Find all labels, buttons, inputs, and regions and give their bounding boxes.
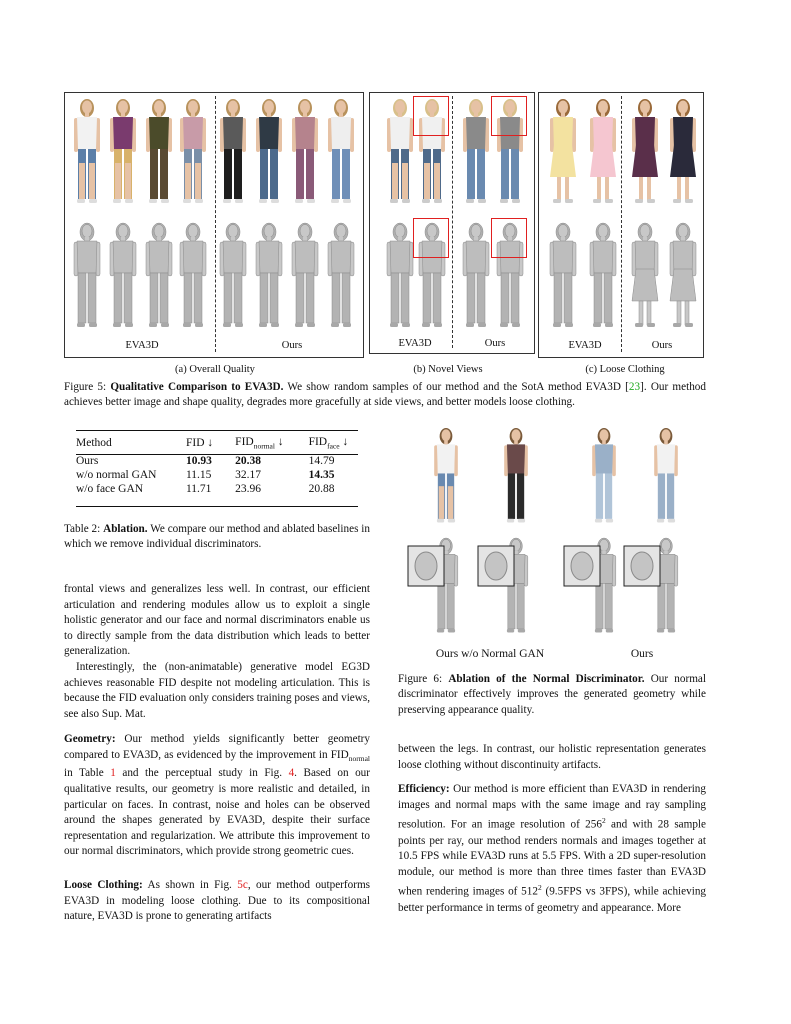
figure5-panel-b-divider [452, 96, 453, 348]
figure5-caption-prefix: Figure 5: [64, 381, 111, 393]
person-figure [146, 99, 172, 203]
efficiency-heading: Efficiency: [398, 783, 450, 795]
person-figure [328, 99, 354, 203]
figure6-caption-prefix: Figure 6: [398, 673, 449, 685]
figure5c-ref-link[interactable]: 5c [237, 879, 248, 891]
table2-header-fid-face: $FID_{face}$ ↓ [308, 436, 349, 451]
mesh-figure [550, 223, 576, 327]
face-closeup-mesh [415, 552, 437, 580]
figure5-b-label-eva3d: EVA3D [398, 338, 432, 349]
figure5-caption-text: We show random samples of our method and the SotA method EVA3D [ [283, 381, 629, 393]
table2-bottom-rule [76, 506, 358, 507]
figure5-c-label-ours: Ours [651, 340, 673, 351]
left-paragraph-geometry: Geometry: Our method yields significantly better geometry compared to EVA3D, as evidenced by the improvement in $FID_{normal}$ in Table 1 and the perceptual study in Fig. 4. Based on our qualitative results, our geometry is more realistic and detailed, in particular on faces. In contrast, noise and holes can be observed around the shapes generated by EVA3D, despite their surface representation and regularization. We attribute this improvement to our normal discriminators, which provide strong geometric cues. [64, 733, 370, 858]
face-closeup-mesh [631, 552, 653, 580]
table2-caption-text: We compare our method and ablated baselines in which we remove individual discriminators. [64, 523, 370, 551]
table-cell: 23.96 [235, 483, 262, 496]
face-closeup-mesh [485, 552, 507, 580]
figure5-citation-link[interactable]: 23 [628, 381, 641, 393]
table-cell: Ours [76, 455, 99, 468]
figure6-caption-title: Ablation of the Normal Discriminator. [448, 673, 645, 685]
figure5-subcaption-b: (b) Novel Views [413, 364, 483, 375]
person-figure [590, 99, 616, 203]
left-paragraph-loose-clothing: Loose Clothing: As shown in Fig. 5c, our method outperforms EVA3D in modeling loose clothing. Due to its compositional nature, EVA3D is prone to generating artifacts [64, 879, 371, 923]
mesh-figure [328, 223, 354, 327]
figure5-panel-c-divider [621, 96, 622, 352]
table2-header-row [68, 432, 364, 454]
table1-ref-link[interactable]: 1 [110, 767, 116, 780]
table2-caption-title: Ablation. [103, 523, 148, 535]
figure5-caption-title: Qualitative Comparison to EVA3D. [110, 381, 284, 393]
left-paragraph-1: frontal views and generalizes less well. In contrast, our efficient articulation and rendering modules allow us to exploit a single holistic generator and our face and normal discriminators enable us to directly sample from the data distribution which leads to better generalization. [64, 583, 370, 658]
face-closeup-mesh [571, 552, 593, 580]
table-cell: 20.88 [308, 483, 335, 496]
figure5-panel-a-image [65, 93, 363, 357]
person-figure [550, 99, 576, 203]
figure5-highlight-box [491, 96, 527, 136]
table2-header-fid: FID ↓ [185, 437, 214, 450]
person-figure [387, 99, 413, 203]
figure6-label-right: Ours [630, 648, 654, 660]
mesh-figure [110, 223, 136, 327]
figure6-image [398, 420, 708, 650]
figure6-caption-text: Our normal discriminator effectively improves the generated geometry while preserving appearance quality. [398, 673, 706, 716]
table2-header-rule [76, 454, 358, 455]
person-figure [110, 99, 136, 203]
figure5-caption-text2: ]. Our method achieves better image and shape quality, degrades more gracefully at side views, and better models loose clothing. [64, 381, 706, 409]
mesh-figure [387, 223, 413, 327]
person-figure [256, 99, 282, 203]
figure5-subcaption-c: (c) Loose Clothing [585, 364, 665, 375]
table-cell: 32.17 [235, 469, 262, 482]
person-figure [74, 99, 100, 203]
mesh-figure [146, 223, 172, 327]
person-figure [654, 428, 678, 523]
figure5-highlight-box [491, 218, 527, 258]
figure5-subcaption-a: (a) Overall Quality [175, 364, 255, 375]
mesh-figure [632, 223, 658, 327]
left-paragraph-2: Interestingly, the (non-animatable) generative model EG3D achieves reasonable FID despite not modeling articulation. This is because the FID evaluation only considers training poses and views, see also Sup. Mat. [64, 661, 370, 720]
figure5-a-label-eva3d: EVA3D [125, 340, 159, 351]
mesh-figure [590, 223, 616, 327]
table-row [68, 468, 364, 482]
figure5-a-label-ours: Ours [281, 340, 303, 351]
mesh-figure [292, 223, 318, 327]
mesh-figure [220, 223, 246, 327]
figure5-b-label-ours: Ours [484, 338, 506, 349]
table-cell: 11.15 [185, 469, 212, 482]
figure5-highlight-box [413, 96, 449, 136]
table-cell: 11.71 [185, 483, 212, 496]
person-figure [592, 428, 616, 523]
table-cell: 14.35 [308, 469, 335, 482]
right-paragraph-1: between the legs. In contrast, our holistic representation generates loose clothing without discontinuity artifacts. [398, 743, 706, 771]
figure5-panel-a [64, 92, 364, 358]
person-figure [504, 428, 528, 523]
figure6-caption [398, 672, 706, 718]
table2 [68, 432, 364, 496]
right-paragraph-efficiency: Efficiency: Our method is more efficient than EVA3D in rendering images and normal maps with the same image and ray sampling resolution. For an image resolution of $256^2$ and with 28 sample points per ray, our method renders normals and images together at 10.5 FPS while EVA3D runs at 5.5 FPS. With a 2D super-resolution module, our method is more than three times faster than EVA3D when rendering images of $512^2$ (9.5FPS vs 3FPS), while achieving better performance in terms of geometry and appearance. More [398, 783, 707, 914]
mesh-figure [74, 223, 100, 327]
table2-caption [64, 522, 370, 553]
table2-top-rule [76, 430, 358, 431]
mesh-figure [463, 223, 489, 327]
figure6-label-left: Ours w/o Normal GAN [435, 648, 545, 660]
mesh-figure [670, 223, 696, 327]
mesh-figure [256, 223, 282, 327]
mesh-figure [180, 223, 206, 327]
table2-header-method: Method [76, 437, 112, 450]
table-cell: 10.93 [185, 455, 212, 468]
figure5-caption [64, 380, 706, 411]
table-cell: w/o normal GAN [76, 469, 157, 482]
geometry-heading: Geometry: [64, 733, 116, 745]
person-figure [180, 99, 206, 203]
table-cell: w/o face GAN [76, 483, 144, 496]
table2-header-fid-normal: $FID_{normal}$ ↓ [235, 436, 284, 451]
table2-caption-prefix: Table 2: [64, 523, 104, 535]
person-figure [632, 99, 658, 203]
person-figure [220, 99, 246, 203]
table-cell: 20.38 [235, 455, 262, 468]
person-figure [434, 428, 458, 523]
figure5-c-label-eva3d: EVA3D [568, 340, 602, 351]
person-figure [670, 99, 696, 203]
table-row [68, 454, 364, 468]
person-figure [463, 99, 489, 203]
table-row [68, 482, 364, 496]
figure4-ref-link[interactable]: 4 [288, 767, 295, 780]
figure5-panel-a-divider [215, 96, 216, 352]
loose-clothing-heading: Loose Clothing: [64, 879, 143, 891]
person-figure [292, 99, 318, 203]
figure5-highlight-box [413, 218, 449, 258]
table-cell: 14.79 [308, 455, 335, 468]
